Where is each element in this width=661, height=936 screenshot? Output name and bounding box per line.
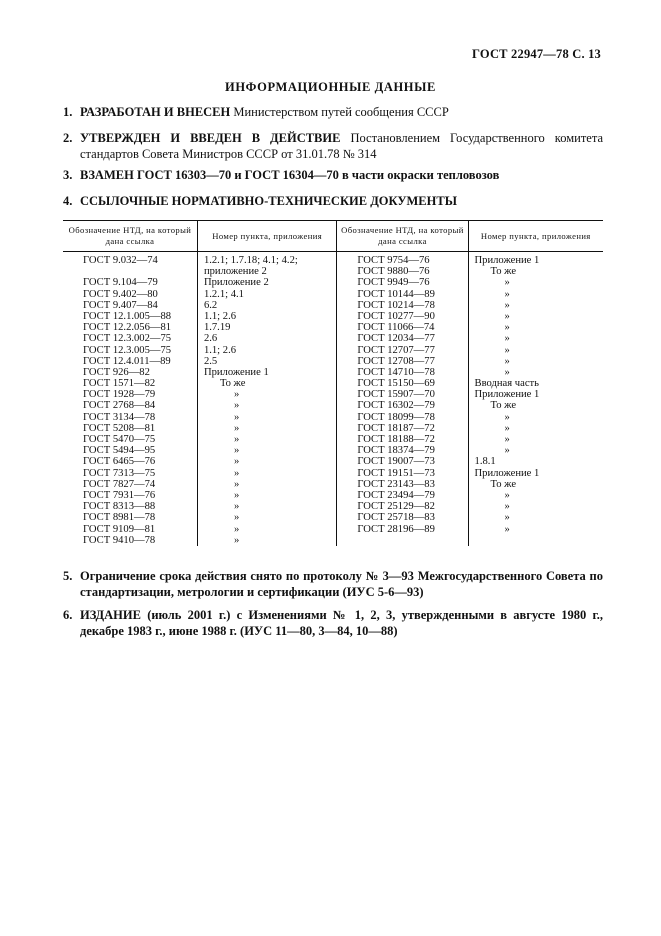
table-cell-code: ГОСТ 9.032—74: [83, 255, 158, 266]
table-cell-clause: [204, 535, 336, 546]
page-header: ГОСТ 22947—78 С. 13: [472, 47, 601, 61]
table-cell-code: ГОСТ 9410—78: [83, 534, 156, 546]
right-clause-column: [468, 252, 603, 546]
table-cell-code: ГОСТ 19151—73: [357, 467, 435, 479]
table-cell-clause: [475, 389, 603, 400]
table-cell-code: ГОСТ 3134—78: [83, 411, 156, 423]
table-cell-code: ГОСТ 23143—83: [357, 478, 435, 490]
table-cell-clause: [204, 345, 336, 356]
table-cell-code: ГОСТ 12.3.005—75: [83, 344, 172, 356]
table-cell-clause: [204, 322, 336, 333]
clause-text: »: [233, 389, 240, 401]
table-cell-clause: [204, 412, 336, 423]
clause-text: »: [504, 344, 510, 356]
table-cell-clause: [475, 512, 603, 523]
clause-text: 1.1; 2.6: [203, 344, 237, 356]
clause-text: То же: [490, 478, 517, 490]
clause-text: »: [233, 478, 240, 490]
clause-text: »: [504, 277, 510, 289]
info-item-4: [63, 193, 603, 209]
clause-text: Вводная часть: [474, 378, 539, 390]
table-cell-code: ГОСТ 9.407—84: [83, 299, 158, 311]
clause-text: »: [504, 322, 510, 334]
item-bold: ССЫЛОЧНЫЕ НОРМАТИВНО-ТЕХНИЧЕСКИЕ ДОКУМЕНТЫ: [80, 194, 457, 208]
clause-text: »: [233, 534, 240, 546]
table-cell-code: ГОСТ 9754—76: [357, 255, 430, 266]
clause-text: »: [504, 299, 510, 311]
table-cell-code: ГОСТ 9.104—79: [83, 277, 158, 289]
left-clause-column: [197, 252, 336, 546]
table-cell-code: ГОСТ 12.3.002—75: [83, 333, 172, 345]
table-cell-code: ГОСТ 5494—95: [83, 445, 156, 457]
table-cell-code: ГОСТ 1928—79: [83, 389, 156, 401]
table-cell-code: ГОСТ 8313—88: [83, 501, 156, 513]
info-item-1: [63, 104, 603, 120]
table-cell-clause: [475, 400, 603, 411]
table-cell-clause: [204, 300, 336, 311]
item-number: 1.: [63, 105, 73, 119]
item-number: 6.: [63, 608, 73, 622]
header-right-designation: Обозначение НТД, на который дана ссылка: [337, 221, 468, 252]
table-cell-code: ГОСТ 926—82: [83, 366, 150, 378]
clause-text: »: [504, 366, 510, 378]
table-cell-clause: [204, 367, 336, 378]
table-cell-code: ГОСТ 12034—77: [357, 333, 435, 345]
table-cell-clause: [475, 255, 603, 266]
table-cell-code: ГОСТ 2768—84: [83, 400, 156, 412]
table-cell-code: ГОСТ 10144—89: [357, 288, 435, 300]
table-cell-code: ГОСТ 7313—75: [83, 467, 156, 479]
table-cell-clause: [475, 456, 603, 467]
table-cell-clause: [475, 378, 603, 389]
table-cell-code: ГОСТ 19007—73: [357, 456, 435, 468]
clause-text: »: [504, 288, 510, 300]
clause-text: Приложение 2: [203, 277, 269, 289]
table-cell-clause: [204, 378, 336, 389]
table-cell-clause: [204, 277, 336, 288]
clause-text: 1.7.19: [203, 322, 231, 334]
clause-text: Приложение 1: [203, 366, 269, 378]
table-cell-code: ГОСТ 9949—76: [357, 277, 430, 289]
table-cell-code: ГОСТ 10214—78: [357, 299, 435, 311]
table-cell-code: ГОСТ 5208—81: [83, 422, 156, 434]
table-cell-clause: [475, 479, 603, 490]
right-code-column: [337, 252, 468, 546]
table-cell-code: ГОСТ 9109—81: [83, 523, 156, 535]
reference-table: [63, 220, 603, 546]
table-cell-clause: [475, 367, 603, 378]
table-cell-clause: [204, 445, 336, 456]
item-text: Ограничение срока действия снято по протоколу № 3—93 Межгосударственного Совета по стандартизации, метрологии и сертификации (ИУС 5-6—93): [80, 569, 603, 599]
table-cell-code: ГОСТ 18187—72: [357, 422, 435, 434]
table-cell-clause: [204, 266, 336, 277]
table-cell-clause: [475, 356, 603, 367]
clause-text: »: [504, 355, 510, 367]
clause-text: 1.8.1: [474, 456, 496, 468]
table-cell-code: ГОСТ 14710—78: [357, 366, 435, 378]
table-cell-code: ГОСТ 18188—72: [357, 434, 435, 445]
item-bold: ВЗАМЕН ГОСТ 16303—70 и ГОСТ 16304—70 в части окраски тепловозов: [80, 168, 500, 182]
clause-text: »: [504, 333, 510, 345]
clause-text: 2.5: [203, 355, 218, 367]
table-cell-clause: [475, 266, 603, 277]
clause-text: То же: [490, 266, 517, 278]
table-cell-code: ГОСТ 18374—79: [357, 445, 435, 457]
clause-text: »: [233, 411, 240, 423]
clause-text: »: [504, 489, 510, 501]
clause-text: »: [504, 411, 510, 423]
clause-text: »: [233, 512, 240, 524]
table-cell-clause: [204, 289, 336, 300]
table-cell-clause: [475, 311, 603, 322]
table-cell-clause: [204, 400, 336, 411]
table-cell-clause: [475, 468, 603, 479]
clause-text: »: [504, 523, 510, 535]
table-cell-clause: [204, 456, 336, 467]
table-cell-clause: [475, 300, 603, 311]
item-bold: УТВЕРЖДЕН И ВВЕДЕН В ДЕЙСТВИЕ: [80, 131, 341, 145]
table-cell-code: ГОСТ 1571—82: [83, 378, 156, 390]
clause-text: Приложение 1: [474, 389, 540, 401]
table-cell-clause: [204, 333, 336, 344]
table-cell-clause: [475, 501, 603, 512]
table-cell-spacer: [83, 266, 197, 277]
clause-text: »: [233, 523, 240, 535]
item-number: 4.: [63, 194, 73, 208]
clause-text: »: [233, 422, 240, 434]
table-cell-clause: [204, 423, 336, 434]
clause-text: »: [504, 310, 510, 322]
table-cell-code: ГОСТ 12707—77: [357, 344, 435, 356]
table-cell-code: ГОСТ 12708—77: [357, 355, 435, 367]
table-cell-code: ГОСТ 12.4.011—89: [83, 355, 171, 367]
table-cell-code: ГОСТ 11066—74: [357, 322, 435, 334]
item-number: 2.: [63, 131, 73, 145]
info-item-3: [63, 167, 603, 183]
table-cell-code: ГОСТ 15907—70: [357, 389, 435, 401]
clause-text: 1.2.1; 1.7.18; 4.1; 4.2;: [203, 255, 298, 266]
table-cell-code: ГОСТ 8981—78: [83, 512, 156, 524]
item-bold: ИЗДАНИЕ: [80, 608, 141, 622]
clause-text: То же: [490, 400, 517, 412]
clause-text: приложение 2: [203, 266, 267, 278]
clause-text: »: [504, 445, 510, 457]
table-cell-code: ГОСТ 12.2.056—81: [83, 322, 172, 334]
clause-text: 2.6: [203, 333, 218, 345]
item-number: 3.: [63, 168, 73, 182]
table-cell-code: ГОСТ 28196—89: [357, 523, 435, 535]
item-text: Постановлением Государственного комитета стандартов Совета Министров СССР от 31.01.78 № 314: [80, 131, 603, 161]
clause-text: »: [233, 467, 240, 479]
table-cell-code: ГОСТ 25718—83: [357, 512, 435, 524]
item-number: 5.: [63, 569, 73, 583]
table-cell-clause: [475, 423, 603, 434]
clause-text: »: [233, 445, 240, 457]
item-text: Министерством путей сообщения СССР: [230, 105, 449, 119]
table-cell-code: ГОСТ 23494—79: [357, 489, 435, 501]
clause-text: Приложение 1: [474, 467, 540, 479]
table-cell-clause: [204, 356, 336, 367]
table-cell-clause: [204, 434, 336, 445]
header-right-clause: Номер пункта, приложения: [468, 221, 603, 252]
table-cell-clause: [475, 333, 603, 344]
clause-text: 6.2: [203, 299, 218, 311]
table-header-row: [63, 221, 603, 252]
table-cell-code: ГОСТ 25129—82: [357, 501, 435, 513]
table-cell-code: ГОСТ 9.402—80: [83, 288, 158, 300]
table-cell-clause: [204, 501, 336, 512]
table-cell-code: ГОСТ 5470—75: [83, 434, 156, 445]
table-cell-code: ГОСТ 15150—69: [357, 378, 435, 390]
table-cell-clause: [204, 389, 336, 400]
table-cell-code: ГОСТ 9880—76: [357, 266, 430, 278]
clause-text: »: [504, 434, 510, 445]
table-body-row: [63, 252, 603, 546]
clause-text: »: [233, 501, 240, 513]
header-left-designation: Обозначение НТД, на который дана ссылка: [63, 221, 197, 252]
table-cell-clause: [475, 524, 603, 535]
table-cell-clause: [204, 311, 336, 322]
table-cell-clause: [475, 445, 603, 456]
header-left-clause: Номер пункта, приложения: [197, 221, 336, 252]
table-cell-clause: [475, 345, 603, 356]
table-cell-clause: [204, 468, 336, 479]
table-cell-code: ГОСТ 12.1.005—88: [83, 310, 172, 322]
table-cell-code: ГОСТ 16302—79: [357, 400, 435, 412]
section-title: ИНФОРМАЦИОННЫЕ ДАННЫЕ: [225, 80, 436, 94]
clause-text: »: [504, 422, 510, 434]
table-cell-clause: [475, 277, 603, 288]
clause-text: »: [504, 512, 510, 524]
clause-text: То же: [219, 378, 246, 390]
clause-text: »: [504, 501, 510, 513]
table-cell-clause: [475, 289, 603, 300]
table-cell-code: ГОСТ 6465—76: [83, 456, 156, 468]
table-cell-clause: [475, 490, 603, 501]
table-cell-clause: [204, 524, 336, 535]
table-cell-clause: [475, 412, 603, 423]
info-item-5: [63, 568, 603, 600]
clause-text: 1.1; 2.6: [203, 310, 237, 322]
table-cell-clause: [204, 255, 336, 266]
item-text: (июль 2001 г.) с Изменениями № 1, 2, 3, утвержденными в августе 1980 г., декабре 1983 г., июне 1988 г. (ИУС 11—80, 3—84, 10—88): [80, 608, 603, 638]
table-cell-clause: [204, 479, 336, 490]
table-cell-clause: [475, 322, 603, 333]
info-item-6: [63, 607, 603, 639]
clause-text: 1.2.1; 4.1: [203, 288, 244, 300]
clause-text: »: [233, 489, 240, 501]
info-item-2: [63, 130, 603, 162]
table-cell-code: ГОСТ 18099—78: [357, 411, 435, 423]
left-code-column: [63, 252, 197, 546]
table-cell-clause: [204, 512, 336, 523]
item-bold: РАЗРАБОТАН И ВНЕСЕН: [80, 105, 231, 119]
table-cell-clause: [204, 490, 336, 501]
table-cell-code: ГОСТ 7931—76: [83, 489, 156, 501]
table-cell-clause: [475, 434, 603, 445]
table-cell-code: ГОСТ 7827—74: [83, 478, 156, 490]
clause-text: »: [233, 400, 240, 412]
table-cell-code: ГОСТ 10277—90: [357, 310, 435, 322]
clause-text: »: [233, 456, 240, 468]
clause-text: »: [233, 434, 240, 445]
clause-text: Приложение 1: [474, 255, 540, 266]
